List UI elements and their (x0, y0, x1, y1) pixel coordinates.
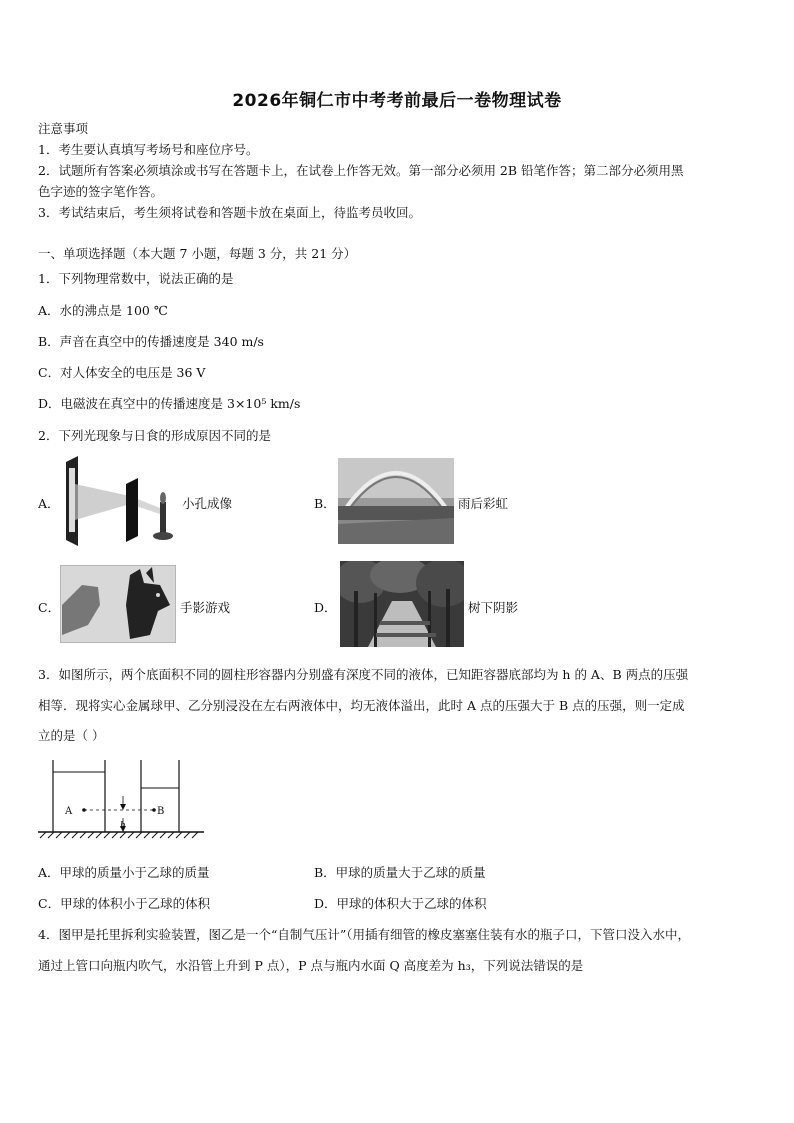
section-heading: 一、单项选择题（本大题 7 小题，每题 3 分，共 21 分） (38, 246, 357, 261)
hand-shadow-image (60, 565, 176, 643)
question-stem: 4．图甲是托里拆利实验装置，图乙是一个“自制气压计”（用插有细管的橡皮塞塞住装有水的瓶子口，下管口没入水中， (38, 927, 690, 942)
point-b-label: B (157, 806, 165, 817)
height-label: h (120, 821, 126, 831)
rainbow-image (338, 458, 454, 544)
option: A．水的沸点是 100 ℃ (38, 303, 168, 318)
image-caption: 雨后彩虹 (458, 496, 509, 511)
notice-item: 1．考生要认真填写考场号和座位序号。 (38, 142, 259, 157)
page-title: 2026年铜仁市中考考前最后一卷物理试卷 (232, 91, 562, 111)
option: B．声音在真空中的传播速度是 340 m/s (38, 334, 264, 349)
option-letter: C． (38, 600, 61, 615)
option-letter: D． (314, 600, 337, 615)
notice-item: 色字迹的签字笔作答。 (38, 184, 164, 199)
pinhole-imaging-image (60, 456, 180, 548)
notice-item: 3．考试结束后，考生须将试卷和答题卡放在桌面上，待监考员收回。 (38, 205, 421, 220)
option: C．对人体安全的电压是 36 V (38, 365, 206, 380)
option: C．甲球的体积小于乙球的体积 (38, 896, 211, 911)
image-caption: 手影游戏 (180, 600, 231, 615)
containers-figure (38, 758, 208, 842)
option: D．甲球的体积大于乙球的体积 (314, 896, 487, 911)
tree-shadow-image (340, 561, 464, 647)
option-letter: A． (38, 496, 60, 511)
notice-heading: 注意事项 (38, 121, 89, 136)
option: D．电磁波在真空中的传播速度是 3×10⁵ km/s (38, 396, 301, 411)
option: A．甲球的质量小于乙球的质量 (38, 865, 210, 880)
option-letter: B． (314, 496, 336, 511)
question-stem: 2．下列光现象与日食的形成原因不同的是 (38, 428, 271, 443)
question-stem: 相等．现将实心金属球甲、乙分别浸没在左右两液体中，均无液体溢出，此时 A 点的压强大于 B 点的压强，则一定成 (38, 698, 685, 713)
point-a-label: A (65, 806, 73, 817)
question-stem: 立的是（ ） (38, 728, 105, 743)
question-stem: 通过上管口向瓶内吹气，水沿管上升到 P 点），P 点与瓶内水面 Q 高度差为 h₃，下列说法错误的是 (38, 958, 584, 973)
option: B．甲球的质量大于乙球的质量 (314, 865, 486, 880)
question-stem: 3．如图所示，两个底面积不同的圆柱形容器内分别盛有深度不同的液体，已知距容器底部均为 h 的 A、B 两点的压强 (38, 667, 689, 682)
notice-item: 2．试题所有答案必须填涂或书写在答题卡上，在试卷上作答无效。第一部分必须用 2B 铅笔作答；第二部分必须用黑 (38, 163, 684, 178)
image-caption: 树下阴影 (468, 600, 519, 615)
image-caption: 小孔成像 (182, 496, 233, 511)
question-stem: 1．下列物理常数中，说法正确的是 (38, 271, 234, 286)
